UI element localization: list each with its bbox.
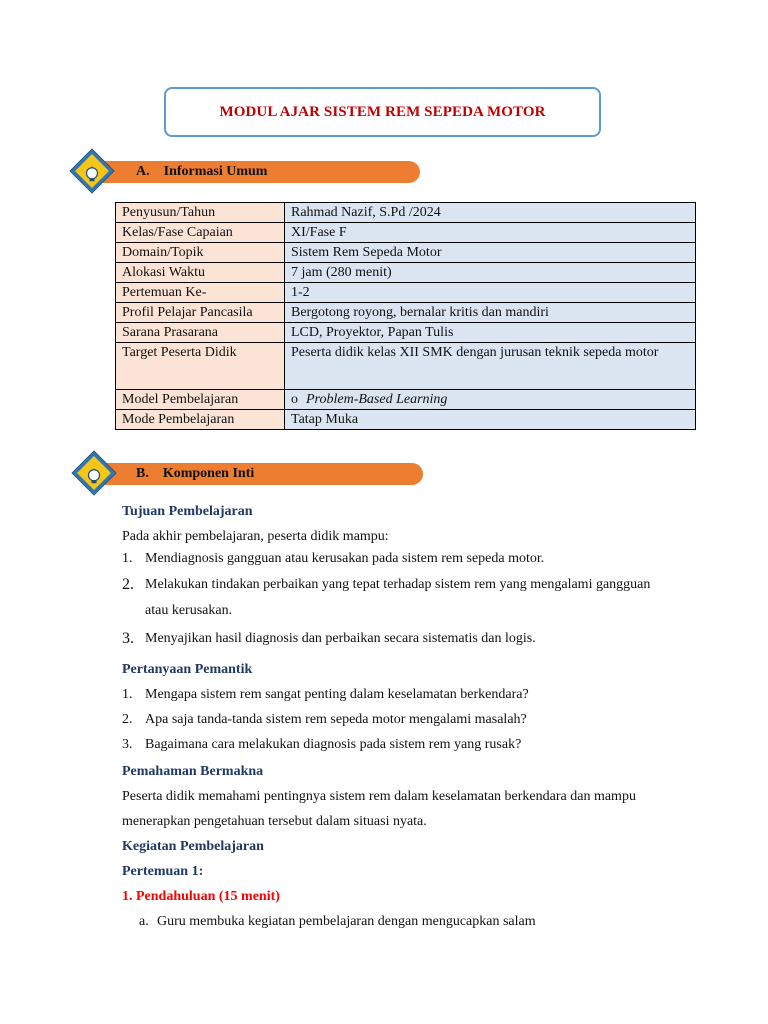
pemahaman-heading: Pemahaman Bermakna [122,764,264,779]
table-key: Mode Pembelajaran [116,410,285,430]
table-value [285,390,696,410]
table-key: Kelas/Fase Capaian [116,223,285,243]
table-value: 1-2 [285,283,696,303]
list-text: Mengapa sistem rem sangat penting dalam keselamatan berkendara? [145,687,529,702]
table-key: Model Pembelajaran [116,390,285,410]
table-value: XI/Fase F [285,223,696,243]
list-text: Melakukan tindakan perbaikan yang tepat terhadap sistem rem yang mengalami gangguan atau kerusakan. [145,577,651,618]
table-key: Penyusun/Tahun [116,203,285,223]
table-row [116,203,696,223]
table-row [116,343,696,390]
list-text: Guru membuka kegiatan pembelajaran dengan mengucapkan salam [157,914,536,929]
section-a-bulb-icon [71,150,113,192]
section-b-label: Komponen Inti [162,466,255,481]
info-table [115,202,696,430]
table-value: LCD, Proyektor, Papan Tulis [285,323,696,343]
document-title: MODUL AJAR SISTEM REM SEPEDA MOTOR [219,103,546,120]
table-row [116,323,696,343]
list-text: Bagaimana cara melakukan diagnosis pada sistem rem yang rusak? [145,737,522,752]
section-b-bulb-icon [73,452,115,494]
list-number: 1. [122,551,133,566]
pendahuluan-heading: 1. Pendahuluan (15 menit) [122,889,280,904]
kegiatan-heading: Kegiatan Pembelajaran [122,839,264,854]
table-key: Alokasi Waktu [116,263,285,283]
table-value: Sistem Rem Sepeda Motor [285,243,696,263]
list-letter: a. [139,914,149,929]
table-row [116,223,696,243]
table-value: 7 jam (280 menit) [285,263,696,283]
table-key: Sarana Prasarana [116,323,285,343]
section-a-header [100,161,420,183]
table-value: Bergotong royong, bernalar kritis dan mandiri [285,303,696,323]
list-number: 3. [122,630,134,647]
pemahaman-text: Peserta didik memahami pentingnya sistem rem dalam keselamatan berkendara dan mampu menerapkan pengetahuan tersebut dalam situasi nyata. [122,789,636,829]
list-number: 1. [122,687,133,702]
list-text: Apa saja tanda-tanda sistem rem sepeda motor mengalami masalah? [145,712,527,727]
pertemuan-heading: Pertemuan 1: [122,864,204,879]
table-value: Tatap Muka [285,410,696,430]
pemantik-heading: Pertanyaan Pemantik [122,662,253,677]
section-a-letter: A. [136,164,150,179]
table-row [116,283,696,303]
table-row [116,263,696,283]
table-value: Peserta didik kelas XII SMK dengan jurusan teknik sepeda motor [285,343,696,390]
list-text: Menyajikan hasil diagnosis dan perbaikan secara sistematis dan logis. [145,631,536,646]
section-b-letter: B. [136,466,149,481]
table-key: Pertemuan Ke- [116,283,285,303]
table-value: Rahmad Nazif, S.Pd /2024 [285,203,696,223]
table-key: Target Peserta Didik [116,343,285,390]
list-text: Mendiagnosis gangguan atau kerusakan pada sistem rem sepeda motor. [145,551,545,566]
bullet-marker: o [291,392,298,407]
title-box [164,87,601,137]
list-number: 3. [122,737,133,752]
section-a-label: Informasi Umum [163,164,268,179]
table-row [116,390,696,410]
tujuan-intro: Pada akhir pembelajaran, peserta didik mampu: [122,529,389,544]
table-value-text: Problem-Based Learning [306,392,448,407]
tujuan-heading: Tujuan Pembelajaran [122,504,253,519]
table-row [116,410,696,430]
table-row [116,303,696,323]
list-number: 2. [122,712,133,727]
section-b-header [100,463,423,485]
list-number: 2. [122,576,134,593]
table-key: Profil Pelajar Pancasila [116,303,285,323]
table-row [116,243,696,263]
table-key: Domain/Topik [116,243,285,263]
